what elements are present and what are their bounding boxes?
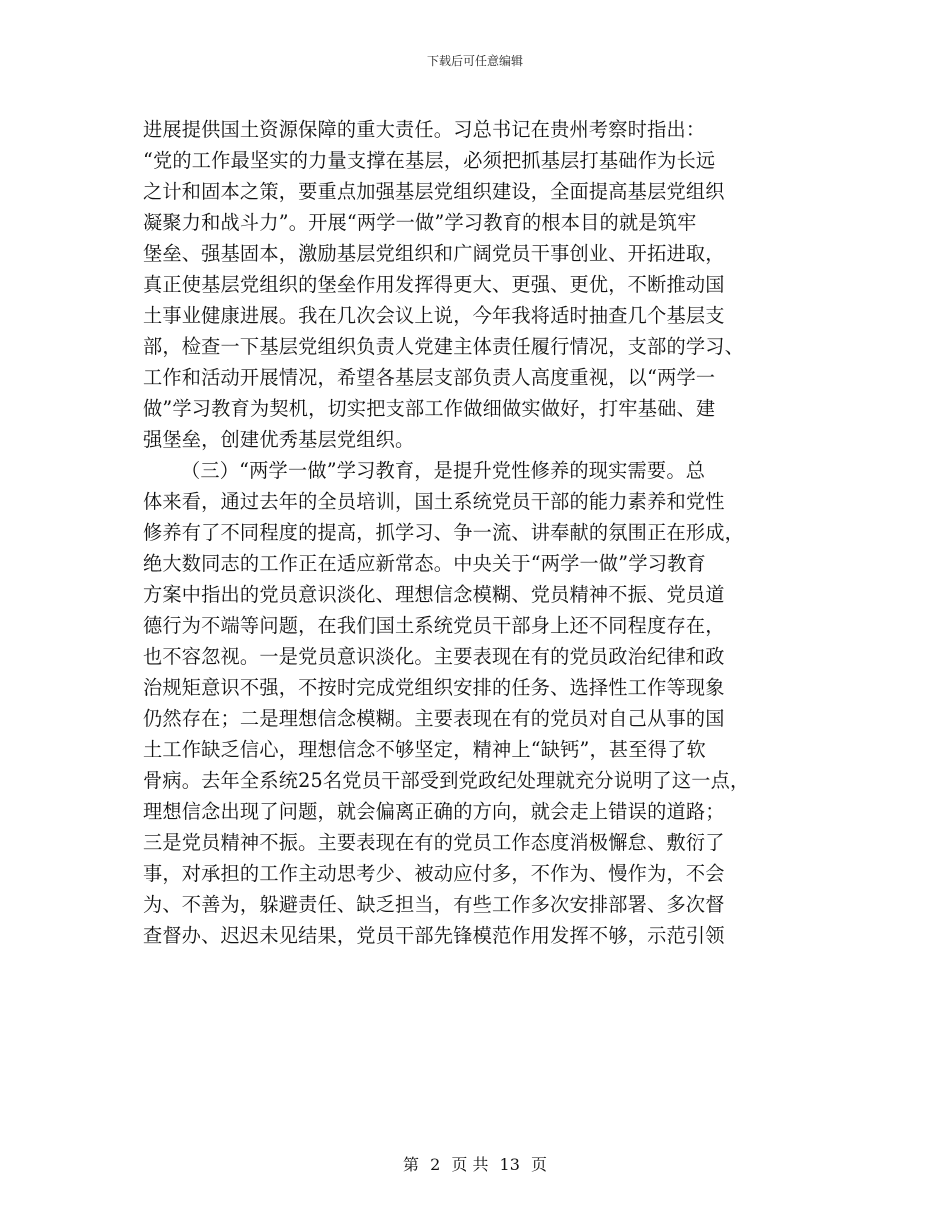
footer-suffix: 页 xyxy=(531,1155,548,1174)
text-line: 理想信念出现了问题，就会偏离正确的方向，就会走上错误的道路； xyxy=(143,800,725,823)
current-page-number: 2 xyxy=(430,1155,441,1174)
text-line: 土工作缺乏信心，理想信念不够坚定，精神上“缺钙”，甚至得了软 xyxy=(143,738,706,761)
text-line: 为、不善为，躲避责任、缺乏担当，有些工作多次安排部署、多次督 xyxy=(143,893,725,916)
text-line: 堡垒、强基固本，激励基层党组织和广阔党员干事创业、开拓进取， xyxy=(143,242,725,265)
text-line: 查督办、迟迟未见结果，党员干部先锋模范作用发挥不够，示范引领 xyxy=(143,924,725,947)
text-line: 进展提供国土资源保障的重大责任。习总书记在贵州考察时指出： xyxy=(143,118,706,141)
text-line: 绝大数同志的工作正在适应新常态。中央关于“两学一做”学习教育 xyxy=(143,552,706,575)
text-line: 也不容忽视。一是党员意识淡化。主要表现在有的党员政治纪律和政 xyxy=(143,645,725,668)
text-line: 工作和活动开展情况，希望各基层支部负责人高度重视，以“两学一 xyxy=(143,366,716,389)
total-pages: 13 xyxy=(499,1155,520,1174)
text-line: 强堡垒，创建优秀基层党组织。 xyxy=(143,428,415,451)
text-line: “党的工作最坚实的力量支撑在基层，必须把抓基层打基础作为长远 xyxy=(143,149,716,172)
text-line: 治规矩意识不强，不按时完成党组织安排的任务、选择性工作等现象 xyxy=(143,676,725,699)
text-line: 部，检查一下基层党组织负责人党建主体责任履行情况，支部的学习、 xyxy=(143,335,745,358)
text-line: 土事业健康进展。我在几次会议上说，今年我将适时抽查几个基层支 xyxy=(143,304,725,327)
footer-prefix: 第 xyxy=(402,1155,419,1174)
text-line: 方案中指出的党员意识淡化、理想信念模糊、党员精神不振、党员道 xyxy=(143,583,725,606)
text-line: 骨病。去年全系统25名党员干部受到党政纪处理就充分说明了这一点， xyxy=(143,769,750,792)
document-body xyxy=(143,114,815,951)
text-line-indented: （三）“两学一做”学习教育，是提升党性修养的现实需要。总 xyxy=(181,459,706,482)
text-line: 体来看，通过去年的全员培训，国土系统党员干部的能力素养和党性 xyxy=(143,490,725,513)
text-line: 德行为不端等问题，在我们国土系统党员干部身上还不同程度存在， xyxy=(143,614,725,637)
text-line: 真正使基层党组织的堡垒作用发挥得更大、更强、更优，不断推动国 xyxy=(143,273,725,296)
text-line: 之计和固本之策，要重点加强基层党组织建设，全面提高基层党组织 xyxy=(143,180,725,203)
text-line: 修养有了不同程度的提高，抓学习、争一流、讲奉献的氛围正在形成， xyxy=(143,521,745,544)
text-line: 仍然存在；二是理想信念模糊。主要表现在有的党员对自己从事的国 xyxy=(143,707,725,730)
page-footer xyxy=(0,1155,950,1175)
page-header: 下载后可任意编辑 xyxy=(426,54,523,68)
text-line: 三是党员精神不振。主要表现在有的党员工作态度消极懈怠、敷衍了 xyxy=(143,831,725,854)
text-line: 凝聚力和战斗力”。开展“两学一做”学习教育的根本目的就是筑牢 xyxy=(143,211,697,234)
footer-middle: 页 共 xyxy=(451,1155,489,1174)
text-line: 事，对承担的工作主动思考少、被动应付多，不作为、慢作为，不会 xyxy=(143,862,725,885)
text-line: 做”学习教育为契机，切实把支部工作做细做实做好，打牢基础、建 xyxy=(143,397,716,420)
